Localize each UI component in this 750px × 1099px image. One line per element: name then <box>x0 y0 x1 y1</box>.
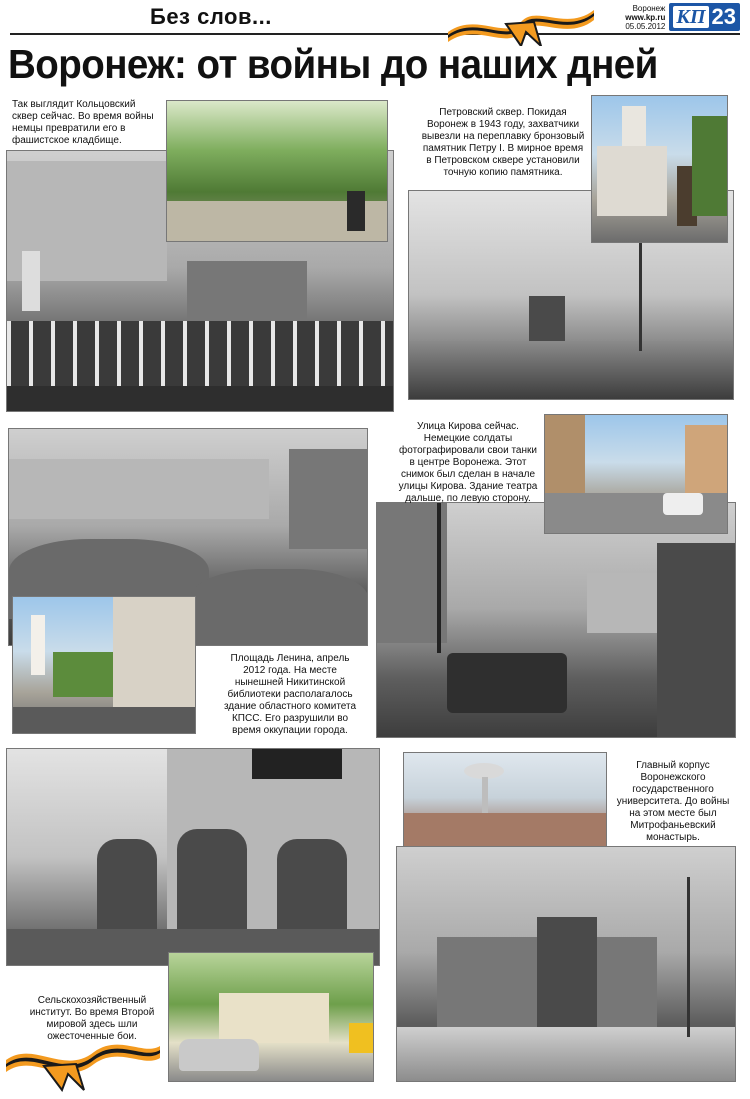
masthead-city: Воронеж <box>632 4 666 13</box>
petrovsky-caption: Петровский сквер. Покидая Воронеж в 1943 году, захватчики вывезли на переплавку бронзовый памятник Петру I. В мирное время в Петровском сквере установили точную копию памятника. <box>421 107 585 178</box>
lenina-today-photo <box>12 596 196 734</box>
section-label: Без слов... <box>150 4 272 29</box>
masthead-meta <box>625 4 665 31</box>
agro-caption: Сельскохозяйственный институт. Во время Второй мировой здесь шли ожесточенные бои. <box>29 995 155 1042</box>
agro-today-photo <box>168 952 374 1082</box>
page-headline: Воронеж: от войны до наших дней <box>8 41 658 87</box>
kirova-caption: Улица Кирова сейчас. Немецкие солдаты фотографировали свои танки в центре Воронежа. Этот снимок был сделан в начале улицы Кирова. Здание театра дальше, по левую сторону. <box>398 421 538 504</box>
petrovsky-today-photo <box>591 95 728 243</box>
university-war-photo <box>396 846 736 1082</box>
koltsovsky-caption: Так выглядит Кольцовский сквер сейчас. Во время войны немцы превратили его в фашистское кладбище. <box>12 99 154 146</box>
masthead <box>625 3 740 31</box>
st-george-ribbon-icon <box>4 1036 162 1092</box>
university-caption: Главный корпус Воронежского государственного университета. До войны на этом месте был Митрофаньевский монастырь. <box>616 760 730 843</box>
kirova-today-photo <box>544 414 728 534</box>
koltsovsky-today-photo <box>166 100 388 242</box>
masthead-site[interactable]: www.kp.ru <box>625 13 666 22</box>
page-number: 23 <box>711 4 736 29</box>
kp-logo <box>669 3 740 31</box>
logo-kp-text: КП <box>673 6 708 28</box>
masthead-date: 05.05.2012 <box>625 22 666 31</box>
header-rule <box>10 33 740 35</box>
lenina-caption: Площадь Ленина, апрель 2012 года. На месте нынешней Никитинской библиотеки располагалось здание областного комитета КПСС. Его разрушили во время оккупации города. <box>223 653 357 736</box>
kirova-war-photo <box>376 502 736 738</box>
agro-war-photo <box>6 748 380 966</box>
